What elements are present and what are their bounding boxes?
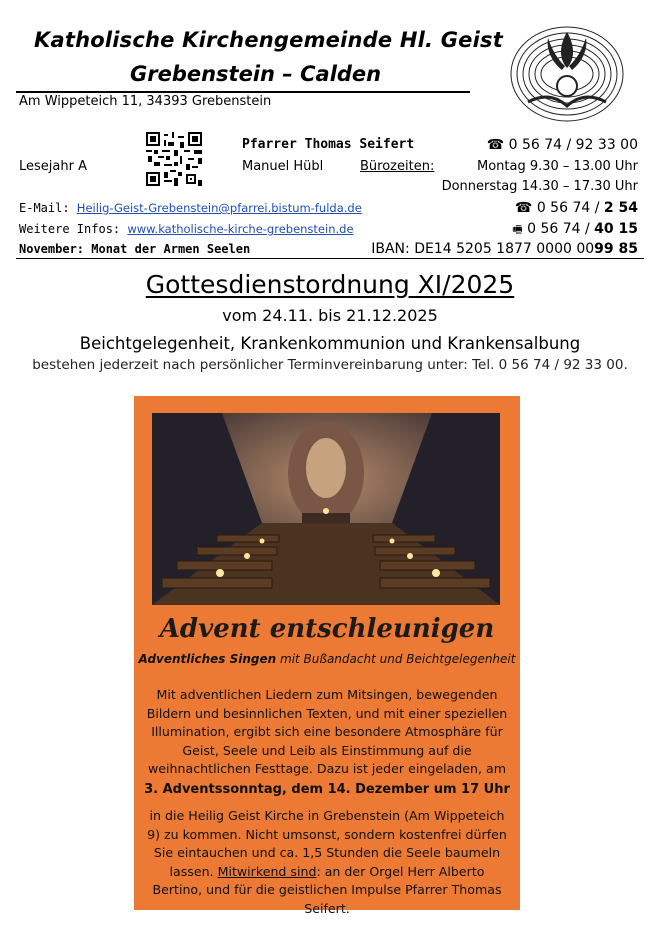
appointment-note: bestehen jederzeit nach persönlicher Terminvereinbarung unter: Tel. 0 56 74 / 92 33 00. <box>32 357 628 373</box>
church-interior-photo <box>152 413 500 605</box>
poster-title: Advent entschleunigen <box>159 614 495 644</box>
telephone-icon: ☎ <box>514 200 533 216</box>
poster-body-details <box>144 807 510 919</box>
second-phone <box>515 200 638 216</box>
contact-rule <box>16 258 644 259</box>
poster-body-intro: Mit adventlichen Liedern zum Mitsingen, bewegenden Bildern und besinnlichen Texten, und mit einer speziellen Illumination, ergibt sich eine besondere Atmosphäre für Geist, Seele und Leib als Einstimmung auf die weihnachtlichen Festtage. Dazu ist jeder eingeladen, am <box>146 687 508 777</box>
poster-event-date: 3. Adventssonntag, dem 14. Dezember um 17 Uhr <box>144 782 510 797</box>
poster-subtitle <box>134 652 520 666</box>
dove-spirit-logo <box>508 24 626 124</box>
fax-suffix: 40 15 <box>594 221 638 237</box>
sacraments-heading: Beichtgelegenheit, Krankenkommunion und Krankensalbung <box>79 334 581 353</box>
fax-prefix: 0 56 74 / <box>527 221 595 237</box>
website-row <box>19 222 354 236</box>
iban-prefix: IBAN: DE14 5205 1877 0000 00 <box>371 241 595 257</box>
office-hours-monday: Montag 9.30 – 13.00 Uhr <box>476 159 638 174</box>
email-label: E-Mail: <box>19 201 77 215</box>
office-hours-label: Bürozeiten: <box>360 159 435 174</box>
staff-name: Manuel Hübl <box>242 159 324 174</box>
page-title: Gottesdienstordnung XI/2025 <box>145 270 515 299</box>
month-motto: November: Monat der Armen Seelen <box>19 242 251 256</box>
office-hours-thursday: Donnerstag 14.30 – 17.30 Uhr <box>441 179 638 194</box>
office-phone <box>487 137 638 153</box>
second-phone-prefix: 0 56 74 / <box>536 200 604 216</box>
date-range: vom 24.11. bis 21.12.2025 <box>222 306 438 325</box>
poster-contrib-text: : an der Orgel Herr Alberto Bertino, und für die geistlichen Impulse Pfarrer Thomas Seifert. <box>152 863 502 916</box>
office-phone-number[interactable]: 0 56 74 / 92 33 00 <box>508 137 638 153</box>
poster-contrib-label: Mitwirkend sind <box>217 863 317 879</box>
telephone-icon: ☎ <box>486 137 505 153</box>
parish-address: Am Wippeteich 11, 34393 Grebenstein <box>19 94 272 109</box>
pastor-name: Pfarrer Thomas Seifert <box>242 137 415 152</box>
iban <box>371 241 638 257</box>
email-row <box>19 201 362 215</box>
poster-details-text: in die Heilig Geist Kirche in Grebenstein (Am Wippeteich 9) zu kommen. Nicht umsonst, sondern kostenfrei dürfen Sie eintauchen und ca. 1,5 Stunden die Seele baumeln lassen. <box>147 808 507 879</box>
parish-title-line1: Katholische Kirchengemeinde Hl. Geist <box>34 28 503 52</box>
website-link[interactable]: www.katholische-kirche-grebenstein.de <box>127 222 354 236</box>
qr-code-icon <box>146 132 202 186</box>
second-phone-suffix: 2 54 <box>603 200 638 216</box>
poster-subtitle-rest: mit Bußandacht und Beichtgelegenheit <box>276 652 516 666</box>
liturgical-year: Lesejahr A <box>19 159 87 174</box>
website-label: Weitere Infos: <box>19 222 128 236</box>
email-link[interactable]: Heilig-Geist-Grebenstein@pfarrei.bistum-fulda.de <box>76 201 362 215</box>
fax-icon: 🖷 <box>512 223 523 236</box>
header-rule <box>16 91 470 93</box>
parish-title-line2: Grebenstein – Calden <box>130 62 382 86</box>
fax-number <box>512 221 638 240</box>
iban-suffix: 99 85 <box>594 241 638 257</box>
poster-subtitle-bold: Adventliches Singen <box>138 652 277 666</box>
